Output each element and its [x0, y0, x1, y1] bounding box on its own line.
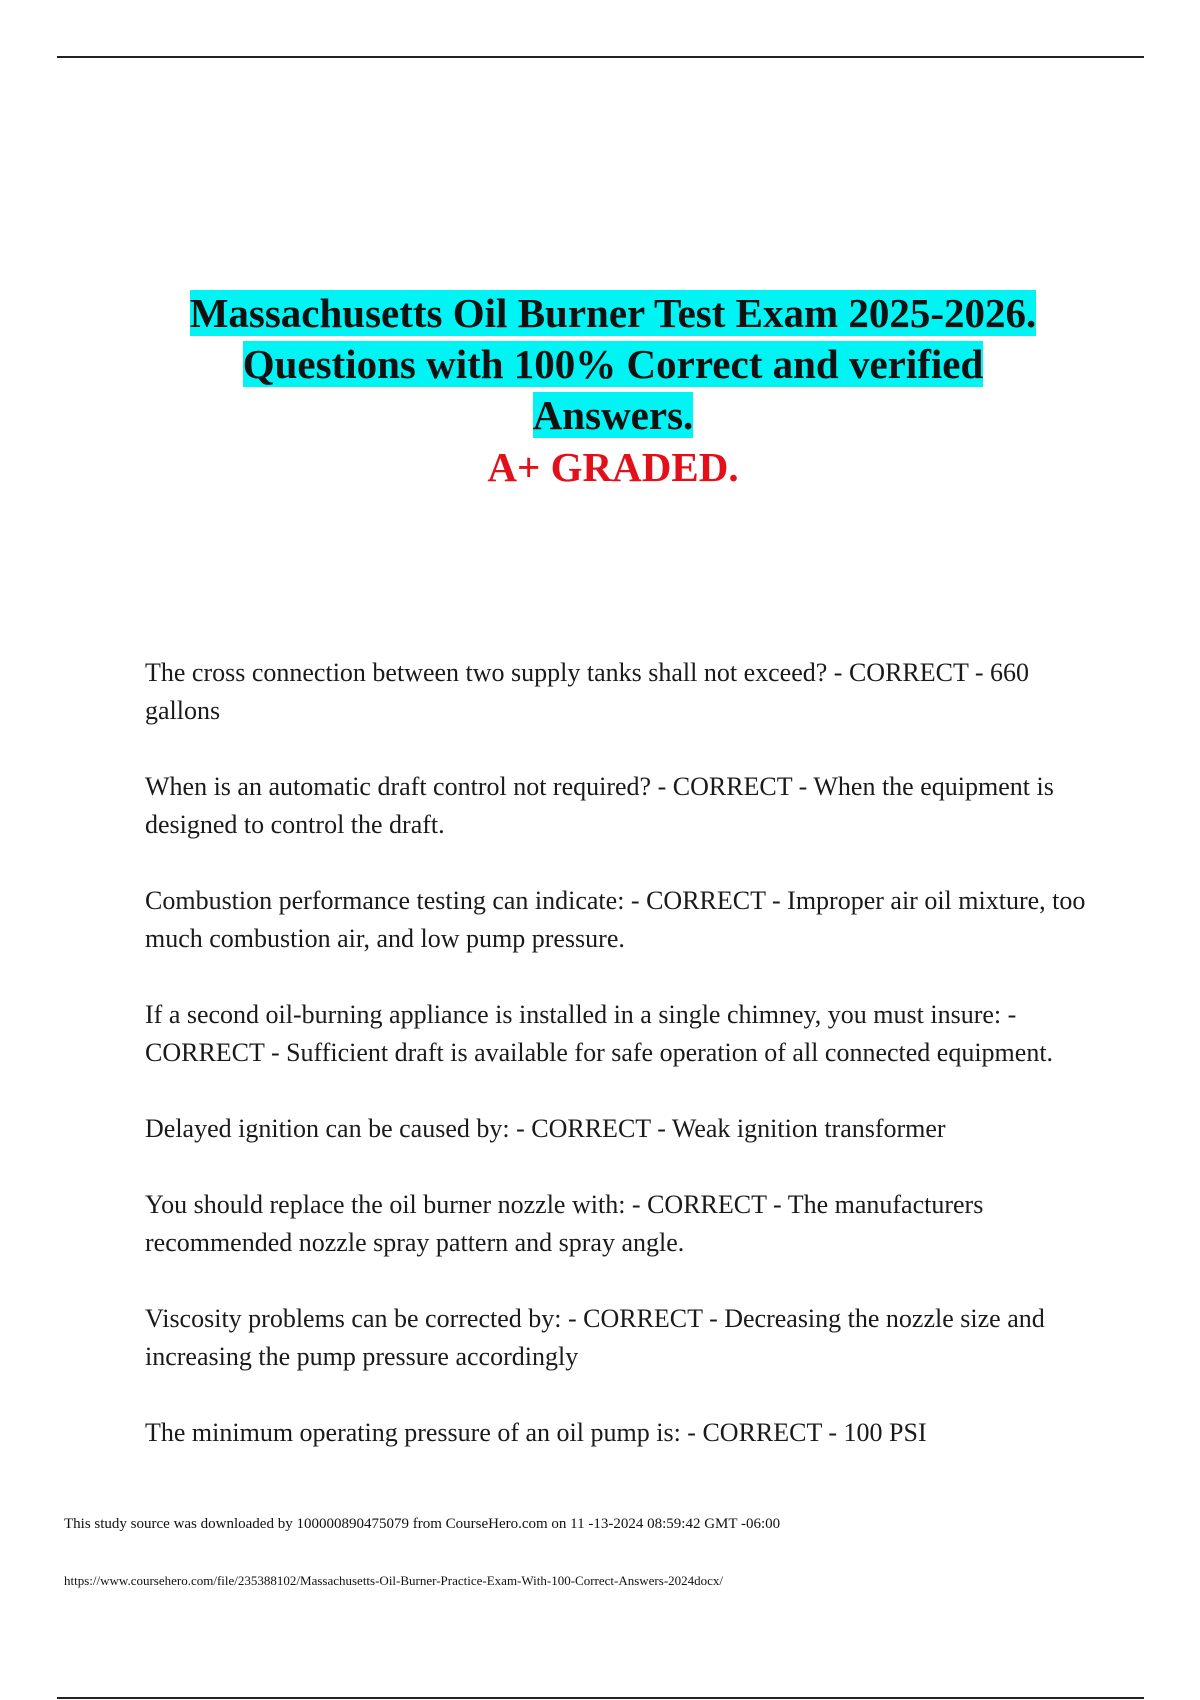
title-line-3-text: Answers.: [532, 392, 694, 438]
bottom-rule: [57, 1697, 1144, 1699]
source-url[interactable]: https://www.coursehero.com/file/235388102/Massachusetts-Oil-Burner-Practice-Exam-With-100-Correct-Answers-2024docx/: [64, 1573, 724, 1588]
grade-label: A+ GRADED.: [487, 444, 739, 490]
qa-item: The minimum operating pressure of an oil pump is: - CORRECT - 100 PSI: [145, 1418, 927, 1447]
qa-list: [145, 654, 1095, 1490]
title-line-1-text: Massachusetts Oil Burner Test Exam 2025-2026.: [189, 290, 1037, 336]
top-rule: [57, 56, 1144, 58]
qa-item: Delayed ignition can be caused by: - CORRECT - Weak ignition transformer: [145, 1114, 946, 1143]
qa-item: Combustion performance testing can indicate: - CORRECT - Improper air oil mixture, too much combustion air, and low pump pressure.: [145, 886, 1086, 953]
qa-item: The cross connection between two supply tanks shall not exceed? - CORRECT - 660 gallons: [145, 658, 1030, 725]
download-source-notice: This study source was downloaded by 100000890475079 from CourseHero.com on 11 -13-2024 08:59:42 GMT -06:00: [64, 1516, 781, 1532]
qa-item: If a second oil-burning appliance is installed in a single chimney, you must insure: - CORRECT - Sufficient draft is available for safe operation of all connected equipment.: [145, 1000, 1054, 1067]
title-line-2-text: Questions with 100% Correct and verified: [242, 341, 984, 387]
title-line-1: [0, 288, 1200, 339]
qa-item: You should replace the oil burner nozzle with: - CORRECT - The manufacturers recommended nozzle spray pattern and spray angle.: [145, 1190, 984, 1257]
qa-item: Viscosity problems can be corrected by: - CORRECT - Decreasing the nozzle size and increasing the pump pressure accordingly: [145, 1304, 1045, 1371]
title-line-3: [0, 390, 1200, 441]
qa-item: When is an automatic draft control not required? - CORRECT - When the equipment is designed to control the draft.: [145, 772, 1054, 839]
title-line-2: [0, 339, 1200, 390]
document-title: [0, 288, 1200, 493]
